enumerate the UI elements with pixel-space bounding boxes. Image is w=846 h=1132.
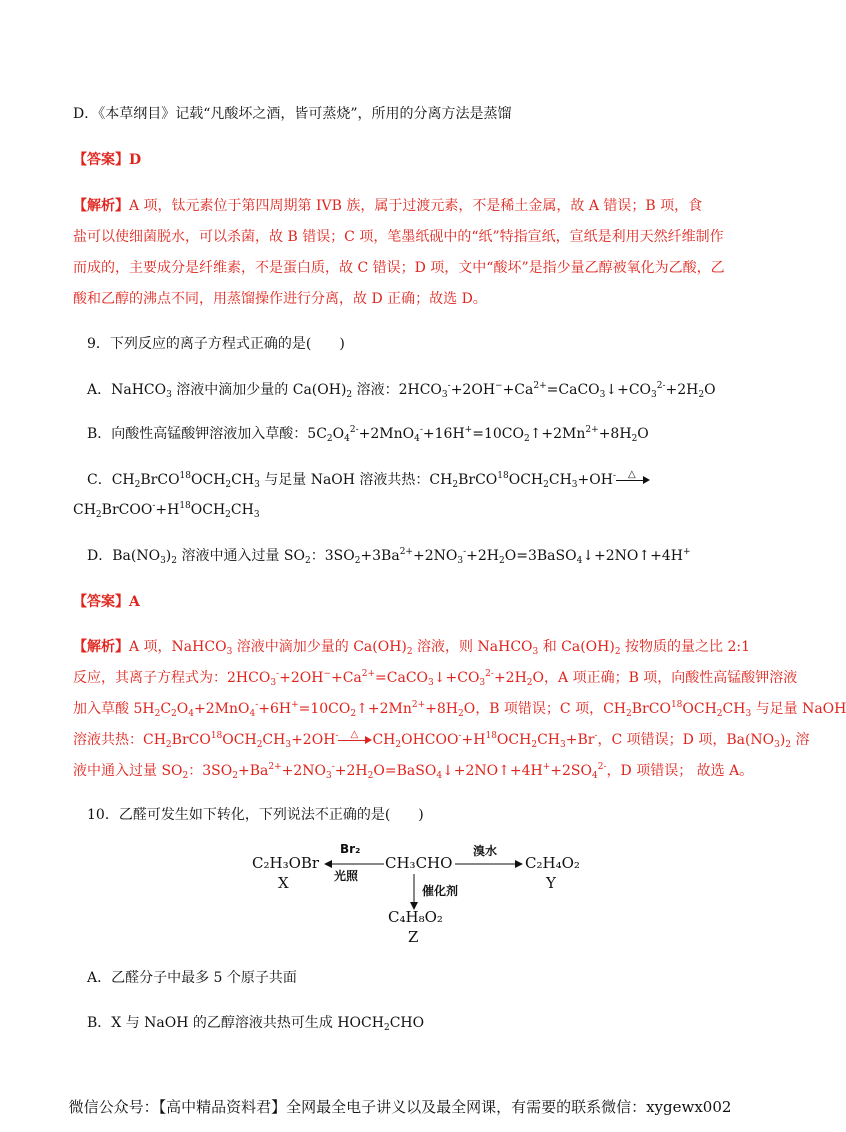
q10-stem: 10．乙醛可发生如下转化，下列说法不正确的是( )	[87, 807, 424, 823]
q9-analysis-line-2: 反应，其离子方程式为：$2HCO_3^-+2OH^-+Ca^{2+}=CaCO_3↓+CO_3^{2-}+2H_2O$，A 项正确；B 项，向酸性高锰酸钾溶液	[73, 669, 798, 688]
reagent-light: 光照	[334, 869, 359, 883]
q10-option-b-subscript: 2	[383, 1023, 390, 1033]
q8-analysis-line-1	[73, 196, 702, 216]
compound-x-formula: C₂H₃OBr	[252, 854, 320, 872]
q10-option-b-text-end: CHO	[389, 1015, 425, 1031]
q10-option-a: A．乙醛分子中最多 5 个原子共面	[87, 970, 297, 986]
compound-x-label: X	[278, 874, 289, 892]
footer-watermark: 微信公众号：【高中精品资料君】全网最全电子讲义以及最全网课，有需要的联系微信：xygewx002	[68, 1098, 732, 1116]
q9-answer: 【答案】A	[73, 594, 140, 610]
analysis-tag: 【解析】	[73, 198, 129, 214]
down-arrow-icon	[410, 874, 418, 910]
analysis-tag: 【解析】	[73, 639, 129, 655]
reagent-catalyst: 催化剂	[422, 884, 459, 898]
q9-analysis-line-1: 【解析】A 项，NaHCO$_3$ 溶液中滴加少量的 $Ca(OH)_2$ 溶液，则 NaHCO$_3$ 和 $Ca(OH)_2$ 按物质的量之比 2:1	[73, 639, 750, 657]
q9-option-d: D．$Ba(NO_3)_2$ 溶液中通入过量 $SO_2$：$3SO_2+3Ba^{2+}+2NO_3^-+2H_2O=3BaSO_4↓+2NO↑+4H^+$	[87, 547, 691, 566]
reagent-bromine-water: 溴水	[473, 844, 498, 858]
q9-analysis-line-5: 液中通入过量 $SO_2$：$3SO_2+Ba^{2+}+2NO_3^-+2H_2O=BaSO_4↓+2NO↑+4H^++2SO_4^{2-}$，D 项错误； 故选 A。	[73, 762, 754, 781]
q8-analysis-line-3: 而成的，主要成分是纤维素，不是蛋白质，故 C 错误；D 项，文中“酸坏”是指少量乙醇被氧化为乙酸，乙	[73, 260, 725, 276]
acetaldehyde-formula: CH₃CHO	[385, 854, 453, 872]
q9-option-c: C．$CH_2BrCO^{18}OCH_2CH_3$ 与足量 NaOH 溶液共热：$CH_2BrCO^{18}OCH_2CH_3+OH^-$ △	[87, 470, 650, 490]
right-arrow-icon	[455, 860, 523, 868]
q9-analysis-line-4: 溶液共热：$CH_2BrCO^{18}OCH_2CH_3+2OH^-$ △ $CH_2OHCOO^-+H^{18}OCH_2CH_3+Br^-$，C 项错误；D 项，$Ba(NO_3)_2$ 溶	[73, 729, 810, 750]
q8-analysis-line-4: 酸和乙醇的沸点不同，用蒸馏操作进行分离，故 D 正确；故选 D。	[73, 291, 487, 307]
q9-option-a: A．NaHCO$_3$ 溶液中滴加少量的 $Ca(OH)_2$ 溶液：$2HCO_3^-+2OH^-+Ca^{2+}=CaCO_3↓+CO_3^{2-}+2H_2O$	[87, 381, 716, 400]
compound-z-label: Z	[408, 928, 419, 946]
q10-option-b-text: B．X 与 NaOH 的乙醇溶液共热可生成 HOCH	[87, 1015, 384, 1031]
compound-y-label: Y	[546, 874, 556, 892]
reagent-br2: Br₂	[340, 842, 361, 856]
q8-analysis-line-2: 盐可以使细菌脱水，可以杀菌，故 B 错误；C 项，笔墨纸砚中的“纸”特指宣纸，宣纸是利用天然纤维制作	[73, 229, 724, 245]
compound-y-formula: C₂H₄O₂	[525, 854, 580, 872]
q9-option-b: B．向酸性高锰酸钾溶液加入草酸：$5C_2O_4^{2-}+2MnO_4^-+16H^+=10CO_2↑+2Mn^{2+}+8H_2O$	[87, 425, 649, 444]
q8-analysis-text-1: A 项，钛元素位于第四周期第 IVB 族，属于过渡元素，不是稀土金属，故 A 错误；B 项，食	[129, 198, 703, 214]
q9-analysis-line-3: 加入草酸 $5H_2C_2O_4+2MnO_4^-+6H^+=10CO_2↑+2Mn^{2+}+8H_2O$，B 项错误；C 项，$CH_2BrCO^{18}OCH_2CH_3$ 与足量 NaOH	[73, 700, 846, 719]
q9-option-c-cont: $CH_2BrCOO^-+H^{18}OCH_2CH_3$	[73, 501, 260, 520]
q10-option-b	[87, 1013, 424, 1033]
q8-answer: 【答案】D	[73, 152, 142, 168]
reaction-scheme	[240, 840, 600, 950]
q8-option-d: D．《本草纲目》记载“凡酸坏之酒，皆可蒸烧”，所用的分离方法是蒸馏	[73, 106, 512, 122]
compound-z-formula: C₄H₈O₂	[388, 908, 443, 926]
heat-arrow-icon: △	[616, 474, 650, 486]
heat-arrow-icon: △	[338, 734, 372, 746]
q9-stem: 9．下列反应的离子方程式正确的是( )	[87, 336, 345, 352]
